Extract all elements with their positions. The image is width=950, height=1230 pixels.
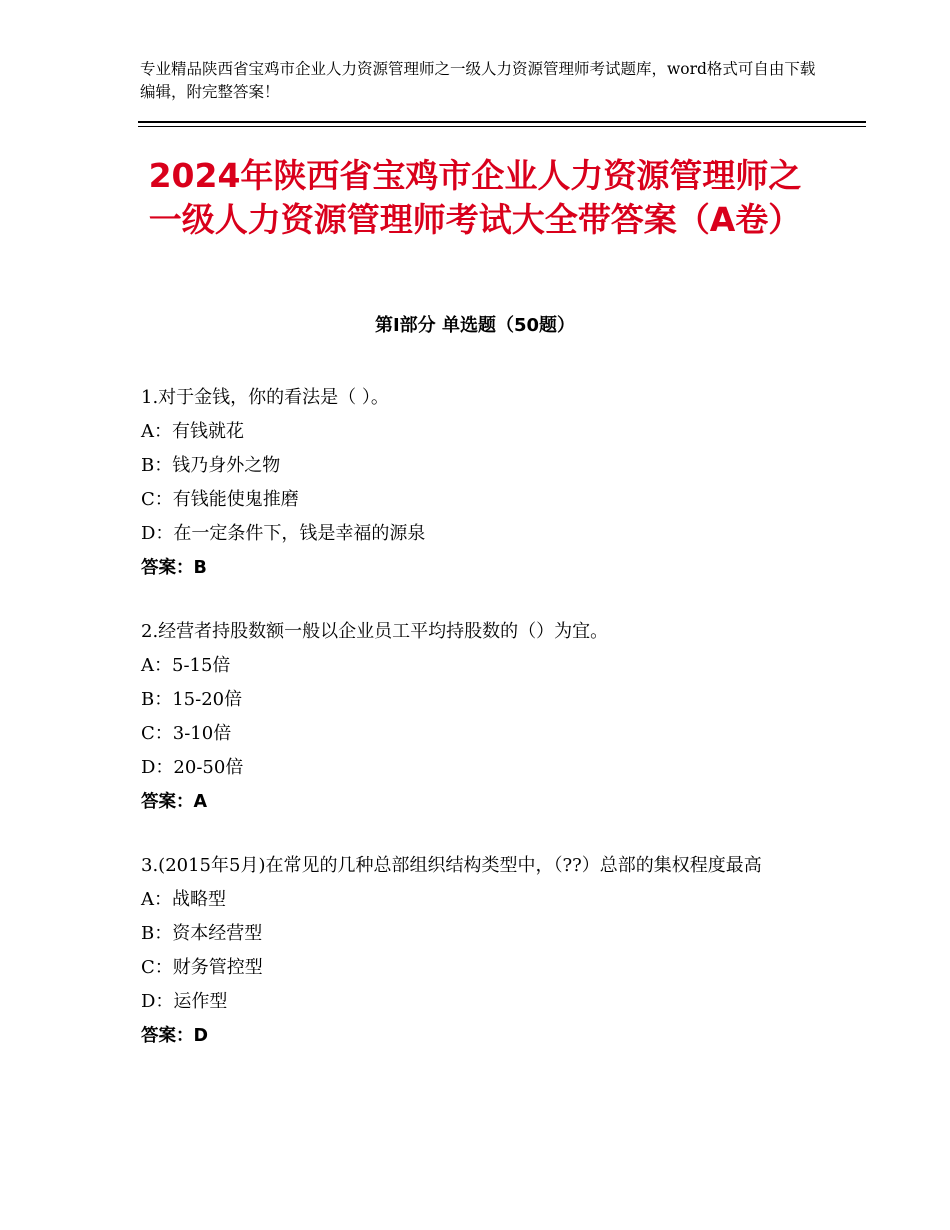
- option-c: C：有钱能使鬼推磨: [141, 489, 299, 510]
- answer-line: 答案：B: [141, 558, 207, 578]
- question-2: [141, 615, 801, 819]
- header-rule-thick: [138, 121, 866, 123]
- question-stem: 2.经营者持股数额一般以企业员工平均持股数的（）为宜。: [141, 621, 609, 642]
- question-list: [141, 381, 801, 1083]
- option-d: D：运作型: [141, 991, 228, 1012]
- question-1: [141, 381, 801, 585]
- document-title: 2024年陕西省宝鸡市企业人力资源管理师之一级人力资源管理师考试大全带答案（A卷）: [148, 156, 802, 239]
- question-stem: 3.(2015年5月)在常见的几种总部组织结构类型中，（??）总部的集权程度最高: [141, 855, 762, 876]
- header-rule-thin: [138, 126, 866, 127]
- section-heading: 第Ⅰ部分 单选题（50题）: [374, 315, 575, 336]
- option-d: D：20-50倍: [141, 757, 244, 778]
- option-b: B：资本经营型: [141, 923, 263, 944]
- answer-line: 答案：D: [141, 1026, 209, 1046]
- option-b: B：钱乃身外之物: [141, 455, 281, 476]
- option-c: C：财务管控型: [141, 957, 263, 978]
- option-b: B：15-20倍: [141, 689, 243, 710]
- option-a: A：有钱就花: [141, 421, 244, 442]
- question-3: [141, 849, 801, 1053]
- header-note: 专业精品陕西省宝鸡市企业人力资源管理师之一级人力资源管理师考试题库，word格式可自由下载编辑，附完整答案！: [140, 60, 816, 101]
- answer-line: 答案：A: [141, 792, 208, 812]
- option-d: D：在一定条件下，钱是幸福的源泉: [141, 523, 426, 544]
- option-a: A：5-15倍: [141, 655, 231, 676]
- option-a: A：战略型: [141, 889, 226, 910]
- option-c: C：3-10倍: [141, 723, 232, 744]
- question-stem: 1.对于金钱，你的看法是（ ）。: [141, 387, 389, 408]
